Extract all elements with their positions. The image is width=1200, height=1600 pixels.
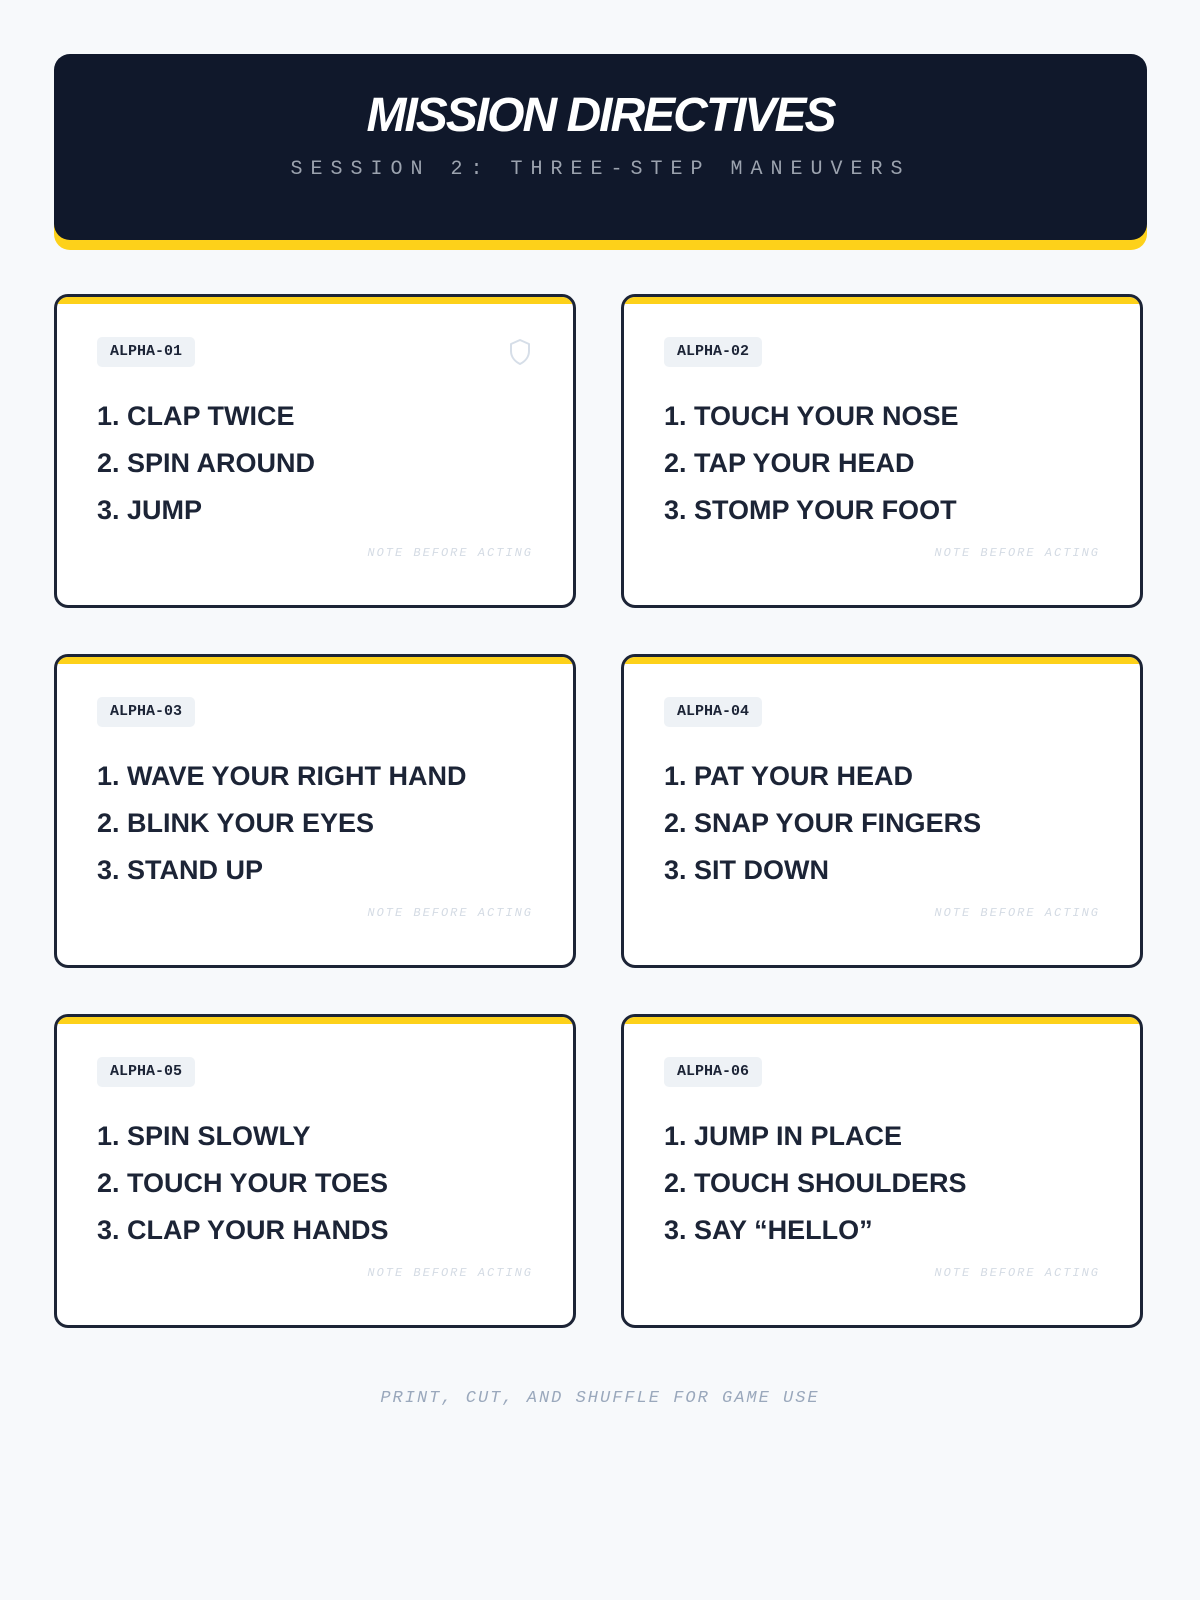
card-note: NOTE BEFORE ACTING bbox=[934, 546, 1100, 560]
card-accent-bar bbox=[57, 297, 573, 304]
directive-card bbox=[54, 294, 576, 608]
footer-instructions: PRINT, CUT, AND SHUFFLE FOR GAME USE bbox=[380, 1389, 820, 1408]
step-list bbox=[664, 1113, 967, 1254]
card-accent-bar bbox=[624, 1017, 1140, 1024]
step-list bbox=[97, 393, 315, 534]
step-item: 2. SNAP YOUR FINGERS bbox=[664, 808, 982, 838]
step-item: 2. BLINK YOUR EYES bbox=[97, 808, 375, 838]
step-item: 2. TOUCH YOUR TOES bbox=[97, 1168, 389, 1198]
step-item: 1. TOUCH YOUR NOSE bbox=[664, 401, 959, 431]
step-item: 1. JUMP IN PLACE bbox=[664, 1121, 903, 1151]
card-id-badge: ALPHA-02 bbox=[664, 337, 762, 367]
step-item: 2. TOUCH SHOULDERS bbox=[664, 1168, 967, 1198]
card-note: NOTE BEFORE ACTING bbox=[934, 906, 1100, 920]
step-list bbox=[97, 753, 467, 894]
card-id-badge: ALPHA-04 bbox=[664, 697, 762, 727]
step-item: 3. STAND UP bbox=[97, 855, 264, 885]
directive-card bbox=[621, 1014, 1143, 1328]
directive-card bbox=[621, 294, 1143, 608]
step-list bbox=[664, 393, 959, 534]
step-item: 1. PAT YOUR HEAD bbox=[664, 761, 914, 791]
step-item: 3. STOMP YOUR FOOT bbox=[664, 495, 957, 525]
shield-icon bbox=[507, 337, 533, 367]
card-id-badge: ALPHA-03 bbox=[97, 697, 195, 727]
card-accent-bar bbox=[624, 297, 1140, 304]
step-item: 1. CLAP TWICE bbox=[97, 401, 295, 431]
step-item: 2. TAP YOUR HEAD bbox=[664, 448, 915, 478]
step-item: 1. SPIN SLOWLY bbox=[97, 1121, 311, 1151]
card-id-badge: ALPHA-06 bbox=[664, 1057, 762, 1087]
card-id-badge: ALPHA-05 bbox=[97, 1057, 195, 1087]
header-banner bbox=[54, 54, 1147, 240]
step-item: 3. SAY “HELLO” bbox=[664, 1215, 873, 1245]
page-title: MISSION DIRECTIVES bbox=[366, 89, 835, 142]
step-item: 2. SPIN AROUND bbox=[97, 448, 316, 478]
card-note: NOTE BEFORE ACTING bbox=[367, 1266, 533, 1280]
directive-card bbox=[54, 1014, 576, 1328]
step-list bbox=[664, 753, 981, 894]
step-item: 3. SIT DOWN bbox=[664, 855, 830, 885]
card-note: NOTE BEFORE ACTING bbox=[367, 546, 533, 560]
step-list bbox=[97, 1113, 389, 1254]
card-accent-bar bbox=[57, 657, 573, 664]
step-item: 3. CLAP YOUR HANDS bbox=[97, 1215, 389, 1245]
card-id-badge: ALPHA-01 bbox=[97, 337, 195, 367]
directive-card bbox=[621, 654, 1143, 968]
card-accent-bar bbox=[624, 657, 1140, 664]
page-subtitle: SESSION 2: THREE-STEP MANEUVERS bbox=[290, 158, 911, 181]
step-item: 3. JUMP bbox=[97, 495, 203, 525]
step-item: 1. WAVE YOUR RIGHT HAND bbox=[97, 761, 467, 791]
card-accent-bar bbox=[57, 1017, 573, 1024]
card-note: NOTE BEFORE ACTING bbox=[934, 1266, 1100, 1280]
directive-card bbox=[54, 654, 576, 968]
card-note: NOTE BEFORE ACTING bbox=[367, 906, 533, 920]
